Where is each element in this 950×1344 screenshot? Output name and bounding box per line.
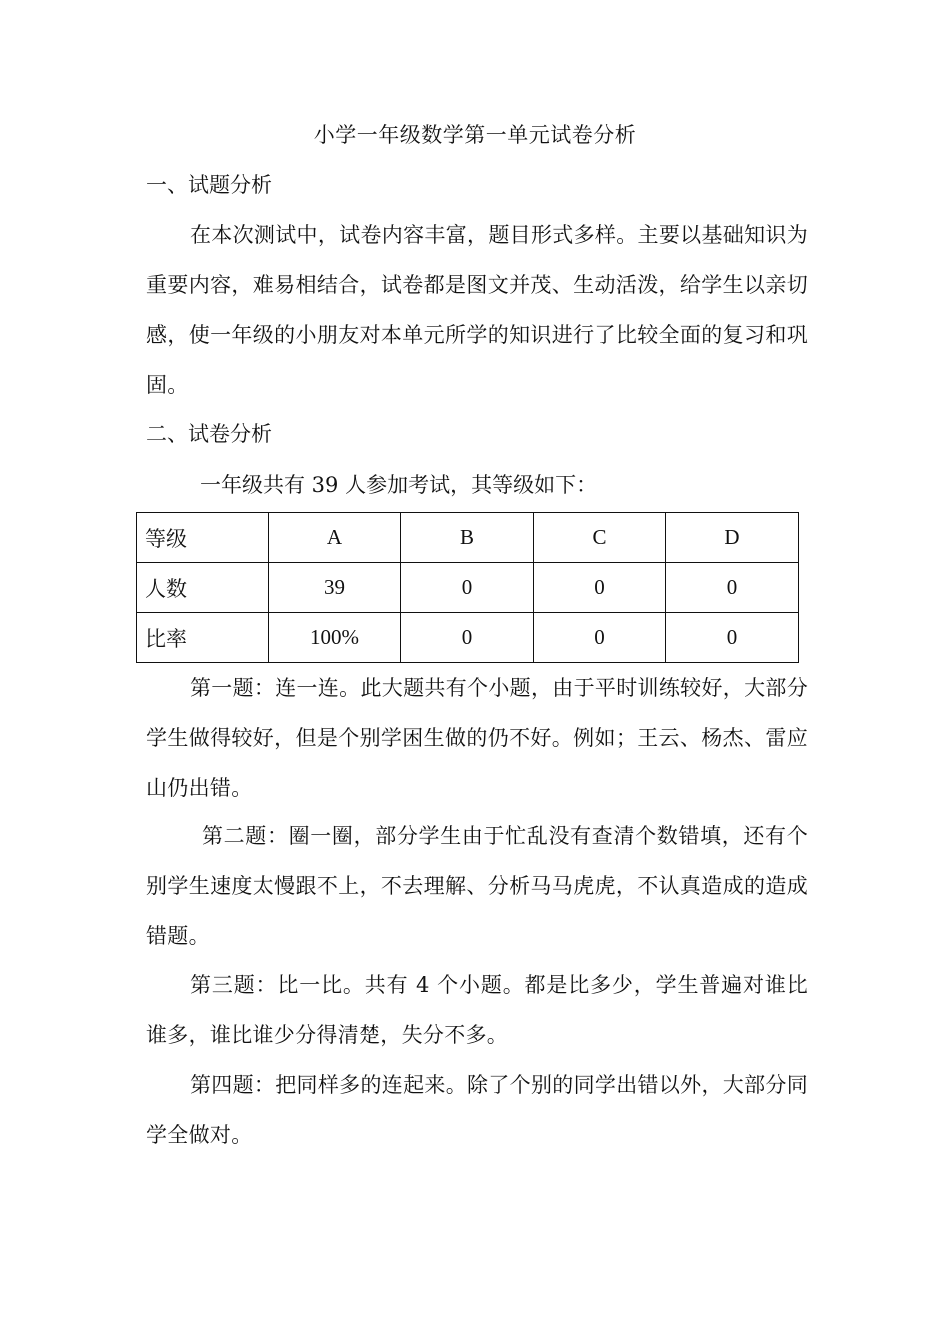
table-cell: A	[269, 513, 401, 563]
question-3-analysis: 第三题：比一比。共有 4 个小题。都是比多少，学生普遍对谁比谁多，谁比谁少分得清楚，失分不多。	[146, 973, 808, 1047]
table-cell: 0	[666, 563, 799, 613]
question-4-analysis: 第四题：把同样多的连起来。除了个别的同学出错以外，大部分同学全做对。	[146, 1073, 808, 1147]
table-cell: 0	[534, 563, 666, 613]
table-cell: C	[534, 513, 666, 563]
grade-table	[136, 512, 799, 663]
table-row-rate	[137, 613, 799, 663]
table-cell: 0	[666, 613, 799, 663]
section-heading-paper-analysis: 二、试卷分析	[146, 422, 272, 446]
section-paragraph-question-analysis: 在本次测试中，试卷内容丰富，题目形式多样。主要以基础知识为重要内容，难易相结合，试卷都是图文并茂、生动活泼，给学生以亲切感，使一年级的小朋友对本单元所学的知识进行了比较全面的复习和巩固。	[146, 223, 808, 397]
table-row-grade	[137, 513, 799, 563]
table-row-count	[137, 563, 799, 613]
table-cell: B	[401, 513, 534, 563]
question-1-analysis: 第一题：连一连。此大题共有个小题，由于平时训练较好，大部分学生做得较好，但是个别学困生做的仍不好。例如；王云、杨杰、雷应山仍出错。	[146, 676, 808, 800]
table-cell: D	[666, 513, 799, 563]
table-cell: 等级	[137, 513, 269, 563]
table-cell: 0	[401, 613, 534, 663]
document-title: 小学一年级数学第一单元试卷分析	[313, 123, 637, 147]
table-cell: 39	[269, 563, 401, 613]
table-cell: 人数	[137, 563, 269, 613]
table-cell: 100%	[269, 613, 401, 663]
exam-intro-line: 一年级共有 39 人参加考试，其等级如下：	[200, 473, 598, 497]
section-heading-question-analysis: 一、试题分析	[146, 173, 272, 197]
table-cell: 0	[534, 613, 666, 663]
table-cell: 0	[401, 563, 534, 613]
table-cell: 比率	[137, 613, 269, 663]
question-2-analysis: 第二题：圈一圈，部分学生由于忙乱没有查清个数错填，还有个别学生速度太慢跟不上，不去理解、分析马马虎虎，不认真造成的造成错题。	[146, 824, 808, 948]
